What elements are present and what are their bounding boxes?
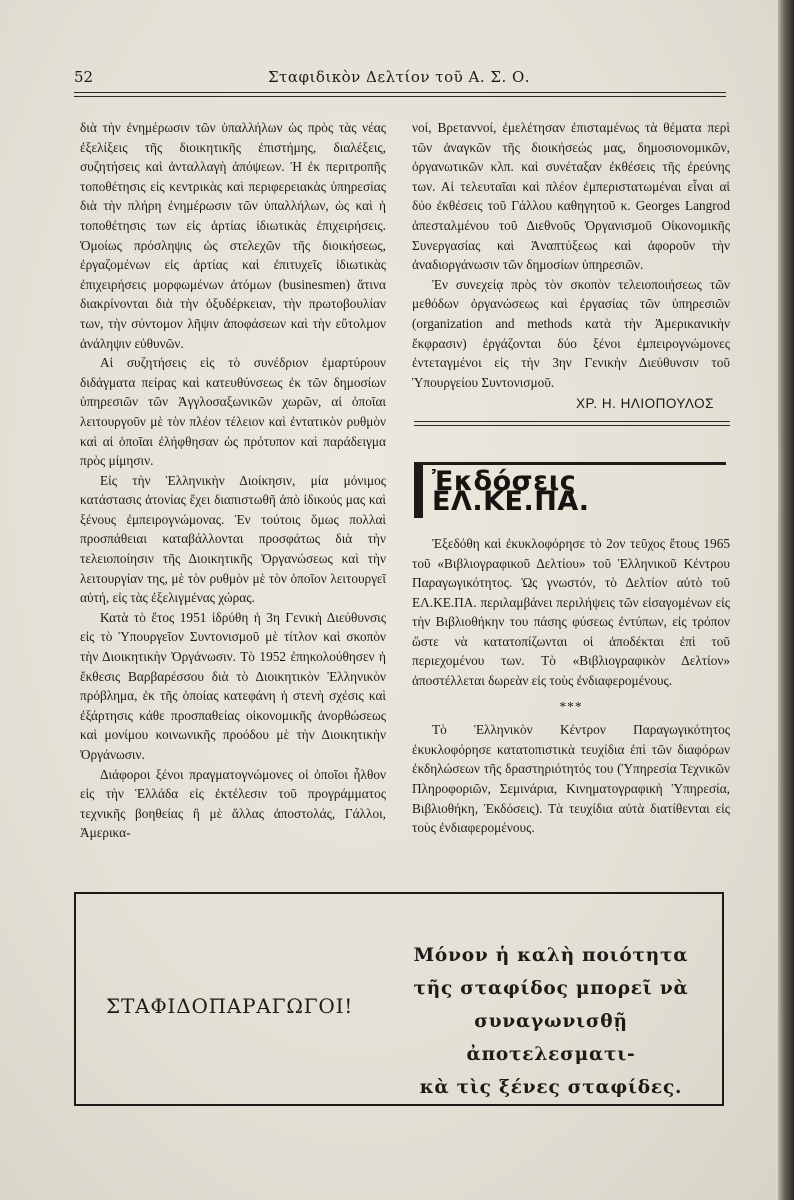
paragraph: Ἐν συνεχείᾳ πρὸς τὸν σκοπὸν τελειοποιήσεως τῶν μεθόδων ὀργανώσεως καὶ ἐργασίας τῶν ὑπηρεσιῶν (organization and methods κατὰ τὴν Ἀμερικανικὴν ἔκφρασιν) ἐργάζονται δύο ξένοι ἐμπειρογνώμονες ἐντεταγμένοι εἰς τὴν 3ην Γενικὴν Διεύθυνσιν τοῦ Ὑπουργείου Συντονισμοῦ. [412,276,730,390]
paragraph: Αἱ συζητήσεις εἰς τὸ συνέδριον ἐμαρτύρουν διδάγματα πείρας καὶ κατευθύνσεως ἐκ τῶν δημοσίων ὑπηρεσιῶν τῶν Ἀγγλοσαξωνικῶν χωρῶν, αἱ ὁποῖαι λειτουργοῦν μὲ τὸν πλέον τέλειον καὶ ἐντατικὸν ρυθμὸν καὶ αἱ ὁποῖαι ἐλήφθησαν ὡς πρότυπον καὶ παράδειγμα πρὸς μίμησιν. [80,355,386,469]
paragraph: διὰ τὴν ἐνημέρωσιν τῶν ὑπαλλήλων ὡς πρὸς τὰς νέας ἐξελίξεις τῆς διοικητικῆς ἐπιστήμης, διαλέξεις, συζητήσεις καὶ ἀνταλλαγὴ ἀπόψεων. Ἡ ἐκ περιτροπῆς τοποθέτησις εἰς κεντρικὰς καὶ περιφερειακὰς ὑπηρεσίας διὰ τὴν πλήρη ἐνημέρωσιν τῶν ὑπαλλήλων, ὡς καὶ ἡ τοποθέτησις των εἰς ἀρτίας ἰδιωτικὰς ἐπιχειρήσεις. Ὁμοίως πρόσληψις ὡς στελεχῶν τῆς διοικήσεως, ἐργαζομένων εἰς ἀρτίας καὶ ἐπιτυχεῖς ἰδιωτικὰς ἐπιχειρήσεις μορφωμένων ἀτόμων (businesmen) ἅτινα διακρίνονται διὰ τὴν ὀξυδέρκειαν, τὴν πρωτοβουλίαν των, τὴν σύντομον λῆψιν ἀποφάσεων καὶ τὴν εὔτολμον ἀνάληψιν εὐθυνῶν. [80,120,386,351]
page-number: 52 [74,68,94,86]
page-binding-edge [778,0,794,1200]
paragraph: Ἐξεδόθη καὶ ἐκυκλοφόρησε τὸ 2ον τεῦχος ἔτους 1965 τοῦ «Βιβλιογραφικοῦ Δελτίου» τοῦ Ἑλληνικοῦ Κέντρου Παραγωγικότητος. Ὡς γνωστόν, τὸ Δελτίον αὐτὸ τοῦ ΕΛ.ΚΕ.ΠΑ. περιλαμβάνει περιλήψεις τῶν εἰσαγομένων εἰς τὴν Βιβλιοθήκην του πάσης φύσεως ἐντύπων, εἰς τρόπον ὥστε νὰ κατατοπίζωνται οἱ ἀποδέκται ἐπὶ τοῦ περιεχομένου των. Τὸ «Βιβλιογραφικὸν Δελτίον» ἀποστέλλεται δωρεὰν εἰς τοὺς ἐνδιαφερομένους. [412,535,730,689]
author-signature: ΧΡ. Η. ΗΛΙΟΠΟΥΛΟΣ [576,396,714,412]
paragraph: Διάφοροι ξένοι πραγματογνώμονες οἱ ὁποῖοι ἦλθον εἰς τὴν Ἑλλάδα εἰς ἐκτέλεσιν τοῦ προγράμματος τεχνικῆς βοηθείας ἢ μὲ ἄλλας ἀποστολάς, Γάλλοι, Ἀμερικα- [80,766,386,841]
ad-message-line: συναγωνισθῇ ἀποτελεσματι- [466,1011,636,1065]
ad-headline: ΣΤΑΦΙΔΟΠΑΡΑΓΩΓΟΙ! [106,994,354,1018]
heading-bar-left [414,462,423,518]
ad-message-line: Μόνον ἡ καλὴ ποιότητα [413,945,689,966]
paragraph: Τὸ Ἑλληνικὸν Κέντρον Παραγωγικότητος ἐκυκλοφόρησε κατατοπιστικὰ τευχίδια ἐπὶ τῶν διαφόρων ἐκδηλώσεων τῆς δραστηριότητός του (Ὑπηρεσία Τεχνικῶν Πληροφοριῶν, Σεμινάρια, Κινηματογραφικὴ Ὑπηρεσία, Βιβλιοθήκη, Ἐκδόσεις). Τὰ τευχίδια αὐτὰ διατίθενται εἰς τοὺς ἐνδιαφερομένους. [412,722,730,836]
right-column [412,118,730,838]
ad-message [401,939,701,1104]
ad-message-line: κὰ τὶς ξένες σταφίδες. [419,1077,683,1098]
heading-bar-top [414,462,726,465]
paragraph: Κατὰ τὸ ἔτος 1951 ἱδρύθη ἡ 3η Γενικὴ Διεύθυνσις εἰς τὸ Ὑπουργεῖον Συντονισμοῦ μὲ τίτλον καὶ σκοπὸν τὴν Διοικητικὴν Ὀργάνωσιν. Τὸ 1952 ἐπηκολούθησεν ἡ ἔκθεσις Βαρβαρέσσου διὰ τὸ Διοικητικὸν Ἑλληνικὸν πρόβλημα, ἐκ τῆς ὁποίας κατεφάνη ἡ στενὴ σχέσις καὶ ἐξάρτησις κάθε προσπαθείας οἰκονομικῆς ἀνορθώσεως καὶ μονίμου κοινωνικῆς προόδου μὲ τὴν Διοικητικὴν Ὀργάνωσιν. [80,609,386,762]
header-rule [74,92,726,97]
page-header [74,68,724,90]
paragraph: Εἰς τὴν Ἑλληνικὴν Διοίκησιν, μία μόνιμος κατάστασις ἀτονίας ἔχει διαπιστωθῆ ἀπὸ ἰδικούς μας καὶ ξένους ἐμπειρογνώμονας. Ἐν τούτοις ὅμως πολλαὶ προσπάθειαι καταβάλλονται προσφάτως διὰ τὴν τελειοποίησιν τῆς Διοικητικῆς Ὀργανώσεως καὶ τὴν λειτουργίαν της, μὲ τὸν ρυθμὸν μὲ τὸν ὁποῖον λειτουργεῖ αὐτή, εἰς τὰς ἐξελιγμένας χώρας. [80,472,386,606]
paragraph: νοί, Βρεταννοί, ἐμελέτησαν ἐπισταμένως τὰ θέματα περὶ τῶν ἀναγκῶν τῆς διοικήσεώς μας, δημοσιονομικῶν, ὀργανωτικῶν κλπ. καὶ συνέταξαν ἐκθέσεις τῆς ἐρεύνης των. Αἱ τελευταῖαι καὶ πλέον ἐμπεριστατωμέναι εἶναι αἱ δύο ἐκθέσεις τοῦ Γάλλου καθηγητοῦ κ. Georges Langrod ἀπεσταλμένου τοῦ Διεθνοῦς Ὀργανισμοῦ Οἰκονομικῆς Συνεργασίας καὶ Ἀναπτύξεως καὶ ἀφοροῦν τὴν ἀναδιοργάνωσιν τῶν δημοσίων ὑπηρεσιῶν. [412,120,730,273]
running-title: Σταφιδικὸν Δελτίον τοῦ Α. Σ. Ο. [267,68,531,86]
ad-message-line: τῆς σταφίδος μπορεῖ νὰ [413,978,689,999]
section-heading: Ἐκδόσεις ΕΛ.ΚΕ.ΠΑ. [432,465,590,517]
section-divider [414,421,730,426]
section-heading-box [414,462,726,518]
separator-stars: *** [559,698,583,714]
advertisement-box [74,892,724,1106]
left-column [80,118,386,843]
